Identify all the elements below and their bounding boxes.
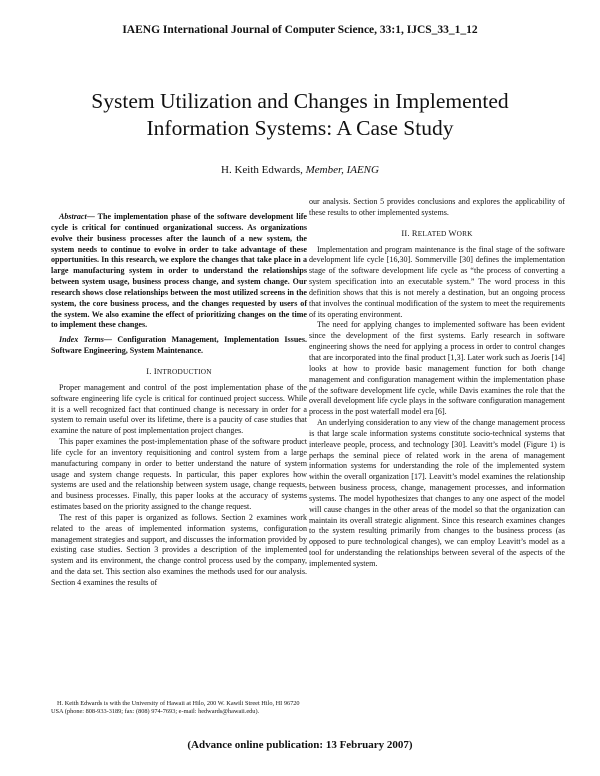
author-name: H. Keith Edwards, xyxy=(221,164,303,176)
abstract-text: The implementation phase of the software development life cycle is critical for continued organizational success. As organizations evolve their business processes after the launch of a new system, the system needs to continue to evolve in order to take advantage of these opportunities. In this research, we explore the changes that take place in a large manufacturing system in order to understand the relationships between system usage, business process change, and system change. Our research shows close relationships between the most utilized screens in the system, the core business process, and the changes requested by users of the system. We also examine the effect of prioritizing changes on the time to implement these changes. xyxy=(51,212,307,330)
section-cap-2: W xyxy=(448,228,457,238)
section-rest-2: ORK xyxy=(456,228,473,238)
author-affiliation: Member, IAENG xyxy=(305,164,379,176)
publication-footer: (Advance online publication: 13 February 2007) xyxy=(187,739,413,751)
index-terms-dash: — xyxy=(103,335,112,345)
index-terms-text: Configuration Management, Implementation Issues. Software Engineering, System Maintenance. xyxy=(51,335,308,356)
paper-title xyxy=(40,88,560,142)
section-continuation: our analysis. Section 5 provides conclusions and explores the applicability of these results to other implemented systems. xyxy=(309,197,565,217)
index-terms xyxy=(51,335,307,357)
title-line-1: System Utilization and Changes in Implemented xyxy=(91,89,509,113)
related-paragraph-2: The need for applying changes to implemented software has been evident since the development of the first systems. Early research in software engineering shows the need for applying a process in order to control changes that are incorporated into the final product [1,3]. Later work such as Joeris [14] looks at how to provide basic management function for both change management and configuration management within the implementation phase of the software development life cycle, while Davis examines the role that the overall development life cycle plays in the software configuration management process in the post waterfall model era [6]. xyxy=(309,320,565,417)
section-rest: ELATED xyxy=(417,228,449,238)
section-numeral: II. xyxy=(401,228,410,238)
related-paragraph-1: Implementation and program maintenance is the final stage of the software development life cycle [16,30]. Sommerville [30] defines the implementation stage of the software development life cycle as “the process of converting a system specification into an executable system.” The word process in this definition shows that this is not merely a destination, but an ongoing process that involves the continual modification of the system to meet the requirements of its operating environment. xyxy=(309,244,565,319)
title-line-2: Information Systems: A Case Study xyxy=(146,116,454,140)
related-paragraph-3: An underlying consideration to any view of the change management process is that large scale information systems constitute socio-technical systems that interleave people, process, and technology [30]. Leavitt’s model (Figure 1) is perhaps the seminal piece of related work in the arena of management information systems for understanding the role of the implemented system within the overall organization [17]. Leavitt’s model examines the relationship between business process, change, management processes, and information systems. The model hypothesizes that changes to any one aspect of the model will cause changes in the other areas of the model so that the organization can maintain its overall strategic alignment. Since this research examines changes to the system resulting primarily from changes to the business process (as opposed to pure technological changes), we can employ Leavitt’s model as a tool for understanding the relationships between several of the aspects of the implemented system. xyxy=(309,418,565,568)
right-column xyxy=(309,197,565,570)
intro-paragraph-2: This paper examines the post-implementation phase of the software product life cycle for an inventory requisitioning and control system from a large manufacturing company in order to better understand the nature of system usage and system change requests. In particular, this paper explores how systems are used and the relationship between system usage, change requests, and business processes. Finally, this paper looks at the accuracy of systems estimates based on the priority assigned to the change request. xyxy=(51,437,307,512)
author-footnote: H. Keith Edwards is with the University of Hawaii at Hilo, 200 W. Kawili Street Hilo, HI 96720 USA (phone: 808-933-3189; fax: (808) 974-7693; e-mail: hedwards@hawaii.edu). xyxy=(51,700,300,716)
index-terms-label: Index Terms xyxy=(59,335,104,345)
abstract-dash: — xyxy=(86,212,95,221)
left-column xyxy=(51,212,307,589)
section-cap: R xyxy=(411,228,418,238)
intro-paragraph-3: The rest of this paper is organized as follows. Section 2 examines work related to the areas of implemented information systems, configuration management strategies and support, and discusses the information provided by existing case studies. Section 3 provides a description of the implemented system and its environment, the change control process used by the company, and the data set. This section also examines the methods used for our analysis. Section 4 examines the results of xyxy=(51,512,307,587)
section-numeral: I. xyxy=(146,366,152,376)
abstract-label: Abstract xyxy=(59,212,87,221)
section-heading-introduction xyxy=(51,367,307,378)
section-cap: I xyxy=(153,366,157,376)
section-heading-related-work xyxy=(309,229,565,240)
journal-header: IAENG International Journal of Computer Science, 33:1, IJCS_33_1_12 xyxy=(122,24,478,36)
section-rest: NTRODUCTION xyxy=(156,366,212,376)
author-line xyxy=(0,164,600,176)
abstract xyxy=(51,212,307,331)
intro-paragraph-1: Proper management and control of the post implementation phase of the software engineering life cycle is critical for continued project success. While it is a well recognized fact that continued change is necessary in order for a system to remain useful over its lifetime, there is a paucity of case studies that examine the nature of post implementation project changes. xyxy=(51,382,307,436)
